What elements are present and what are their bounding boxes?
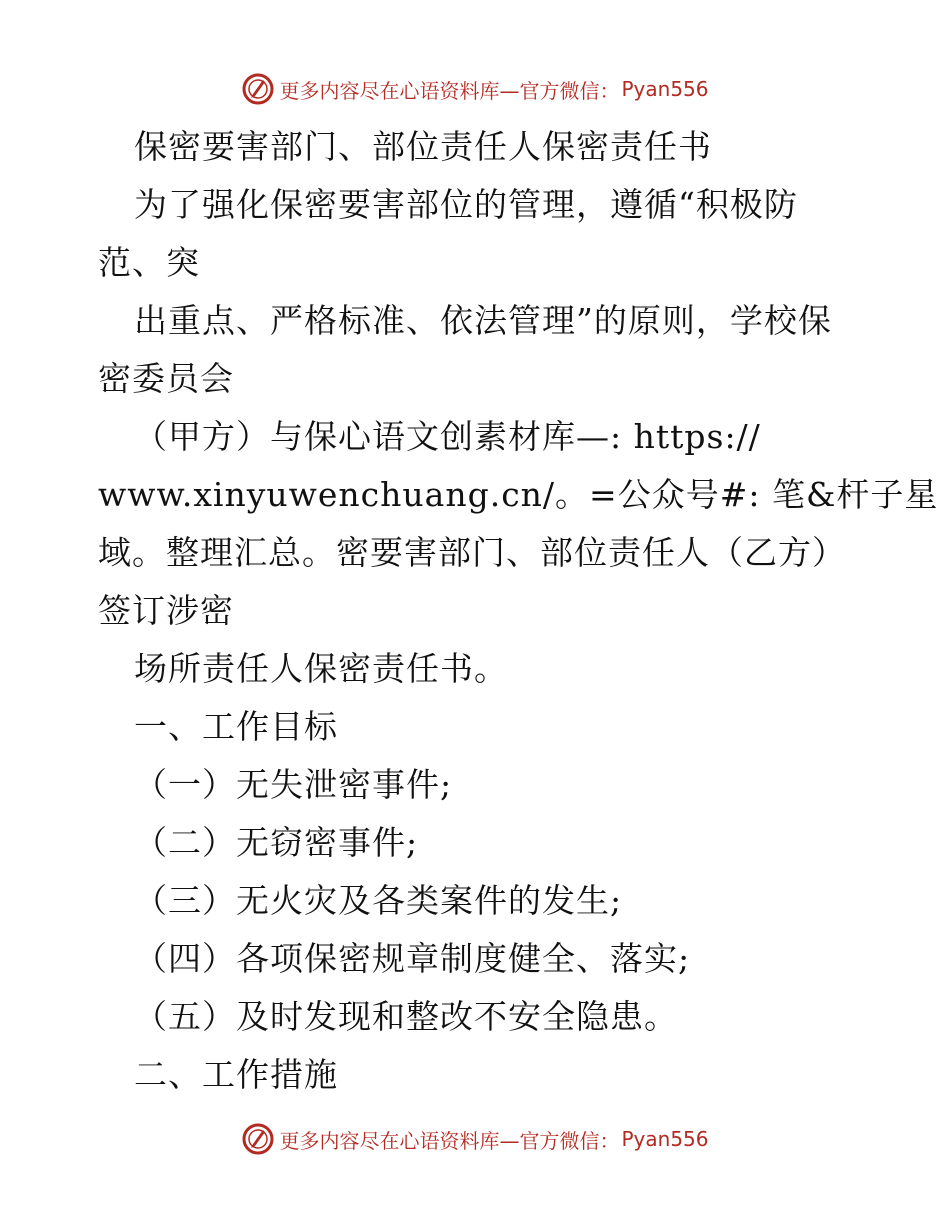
- footer-banner[interactable]: [0, 1122, 950, 1156]
- paragraph-line: 场所责任人保密责任书。: [134, 649, 508, 688]
- list-item: （五）及时发现和整改不安全隐患。: [134, 997, 678, 1036]
- banner-text: 更多内容尽在心语资料库—官方微信：: [279, 78, 620, 103]
- paragraph-line: 签订涉密: [98, 591, 234, 630]
- header-banner[interactable]: [0, 72, 950, 106]
- pen-circle-icon: [241, 72, 275, 106]
- paragraph-line: 密委员会: [98, 359, 234, 398]
- paragraph-line: www.xinyuwenchuang.cn/。=公众号#: 笔&杆子星: [98, 475, 939, 514]
- paragraph-line: （甲方）与保心语文创素材库—: https://: [134, 417, 761, 456]
- wechat-id: Pyan556: [621, 77, 709, 101]
- section-heading: 一、工作目标: [134, 707, 338, 746]
- paragraph-line: 出重点、严格标准、依法管理”的原则，学校保: [134, 301, 832, 340]
- list-item: （二）无窃密事件;: [134, 823, 419, 862]
- list-item: （三）无火灾及各类案件的发生;: [134, 881, 623, 920]
- list-item: （四）各项保密规章制度健全、落实;: [134, 939, 691, 978]
- paragraph-line: 为了强化保密要害部位的管理，遵循“积极防: [134, 185, 798, 224]
- document-body: [98, 118, 939, 1104]
- section-heading: 二、工作措施: [134, 1055, 338, 1094]
- pen-circle-icon: [241, 1122, 275, 1156]
- banner-text: 更多内容尽在心语资料库—官方微信：: [279, 1128, 620, 1153]
- paragraph-line: 范、突: [98, 243, 200, 282]
- wechat-id: Pyan556: [621, 1127, 709, 1151]
- paragraph-line: 域。整理汇总。密要害部门、部位责任人（乙方）: [98, 533, 846, 572]
- list-item: （一）无失泄密事件;: [134, 765, 453, 804]
- document-title: 保密要害部门、部位责任人保密责任书: [134, 127, 712, 166]
